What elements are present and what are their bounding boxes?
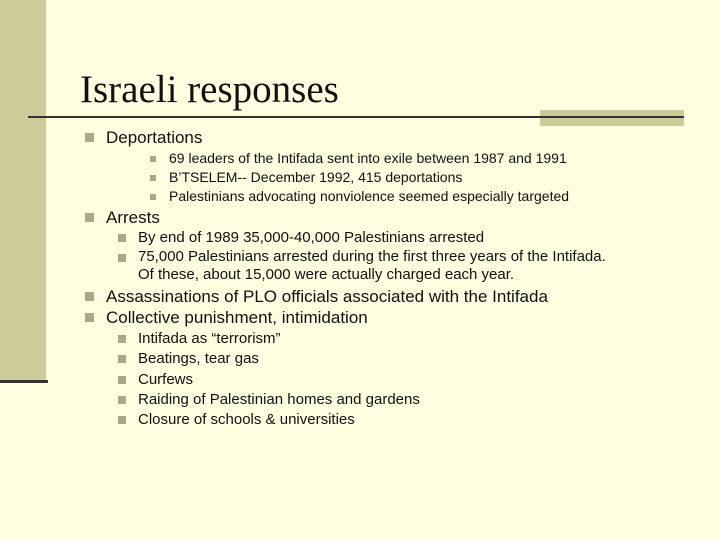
square-bullet-icon xyxy=(118,234,126,242)
bullet-text: Collective punishment, intimidation xyxy=(106,308,368,327)
bullet-text: B’TSELEM-- December 1992, 415 deportations xyxy=(169,169,463,185)
bullet-text: Raiding of Palestinian homes and gardens xyxy=(138,391,420,408)
list-item-terrorism xyxy=(138,329,281,348)
square-bullet-icon xyxy=(118,376,126,384)
square-bullet-icon xyxy=(118,416,126,424)
list-item-arrests-75000 xyxy=(138,248,606,284)
bullet-text: Curfews xyxy=(138,371,194,388)
bullet-text-continued: Of these, about 15,000 were actually charged each year. xyxy=(138,266,515,283)
square-bullet-icon xyxy=(118,335,126,343)
square-bullet-icon xyxy=(118,254,126,262)
list-item-arrests xyxy=(106,207,160,228)
bullet-text: Palestinians advocating nonviolence seemed especially targeted xyxy=(169,188,570,204)
square-bullet-icon xyxy=(85,213,94,222)
bullet-text: Assassinations of PLO officials associated with the Intifada xyxy=(106,287,548,306)
square-bullet-icon xyxy=(118,396,126,404)
square-bullet-icon xyxy=(150,194,156,200)
list-item-deportations xyxy=(106,127,202,148)
list-item-assassinations xyxy=(106,286,548,307)
square-bullet-icon xyxy=(150,156,156,162)
bullet-text: Closure of schools & universities xyxy=(138,411,355,428)
list-item-exiled-leaders xyxy=(169,149,567,168)
list-item-closure xyxy=(138,410,355,429)
square-bullet-icon xyxy=(85,133,94,142)
bullet-text: Deportations xyxy=(106,128,203,147)
square-bullet-icon xyxy=(150,175,156,181)
bullet-text: 69 leaders of the Intifada sent into exile between 1987 and 1991 xyxy=(169,150,567,166)
list-item-raiding xyxy=(138,390,420,409)
bullet-text: 75,000 Palestinians arrested during the first three years of the Intifada. xyxy=(138,248,606,265)
slide-title: Israeli responses xyxy=(80,68,339,111)
square-bullet-icon xyxy=(85,313,94,322)
bullet-text: Arrests xyxy=(106,208,160,227)
list-item-beatings xyxy=(138,349,259,368)
bullet-text: Intifada as “terrorism” xyxy=(138,330,281,347)
list-item-collective-punishment xyxy=(106,307,368,328)
bullet-text: Beatings, tear gas xyxy=(138,350,259,367)
bullet-text: By end of 1989 35,000-40,000 Palestinians arrested xyxy=(138,229,485,246)
square-bullet-icon xyxy=(85,292,94,301)
list-item-curfews xyxy=(138,370,193,389)
square-bullet-icon xyxy=(118,355,126,363)
list-item-btselem xyxy=(169,168,462,187)
list-item-nonviolence xyxy=(169,187,569,206)
list-item-arrests-1989 xyxy=(138,228,484,247)
